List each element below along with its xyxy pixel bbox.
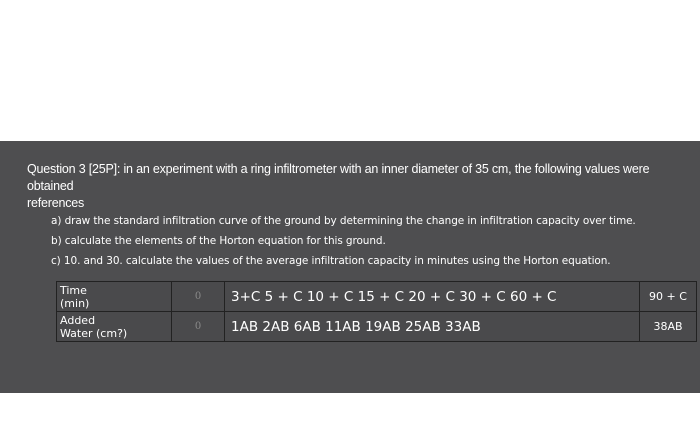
question-intro-line-1: Question 3 [25P]: in an experiment with a ring infiltrometer with an inner diameter of 35 cm, the following values were obtained: [27, 162, 650, 193]
infiltration-data-table: [56, 281, 697, 342]
water-values-cell: 1AB 2AB 6AB 11AB 19AB 25AB 33AB: [225, 312, 640, 342]
row-label-water-line-1: Added: [60, 313, 96, 327]
row-label-time-line-2: (min): [60, 296, 90, 310]
task-b: b) calculate the elements of the Horton equation for this ground.: [51, 235, 386, 247]
row-label-time: [57, 282, 172, 312]
row-label-time-line-1: Time: [60, 283, 87, 297]
question-intro-line-2: references: [27, 196, 85, 210]
row-label-added-water: [57, 312, 172, 342]
task-c: c) 10. and 30. calculate the values of the average infiltration capacity in minutes using the Horton equation.: [51, 255, 611, 267]
question-panel: [0, 141, 700, 393]
time-zero-cell: 0: [172, 282, 225, 312]
time-values-cell: 3+C 5 + C 10 + C 15 + C 20 + C 30 + C 60 + C: [225, 282, 640, 312]
water-last-cell: 38AB: [640, 312, 697, 342]
table-row-added-water: [57, 312, 697, 342]
question-tasks: [51, 211, 691, 271]
task-a: a) draw the standard infiltration curve of the ground by determining the change in infiltration capacity over time.: [51, 215, 636, 227]
water-zero-cell: 0: [172, 312, 225, 342]
question-intro: [27, 161, 677, 212]
table-row-time: [57, 282, 697, 312]
time-last-cell: 90 + C: [640, 282, 697, 312]
row-label-water-line-2: Water (cm?): [60, 326, 128, 340]
